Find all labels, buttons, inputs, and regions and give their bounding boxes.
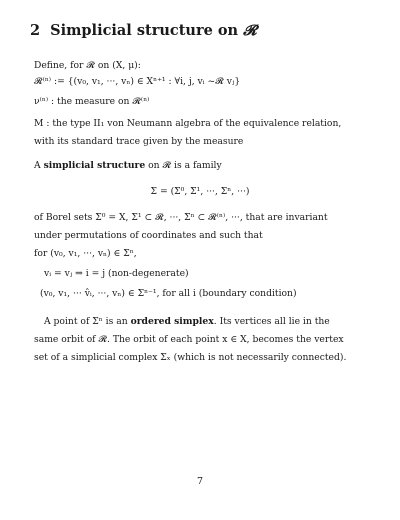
for-tuple-line: for (v₀, v₁, ···, vₙ) ∈ Σⁿ, [34,248,137,259]
m-definition-line-2: with its standard trace given by the measure [34,136,244,147]
section-heading [30,22,257,39]
rn-definition: 𝓡⁽ⁿ⁾ := {(v₀, v₁, ···, vₙ) ∈ Xⁿ⁺¹ : ∀i, j, vᵢ ~𝓡 vⱼ} [34,76,241,87]
borel-line-1: of Borel sets Σ⁰ = X, Σ¹ ⊂ 𝓡, ···, Σⁿ ⊂ 𝓡⁽ⁿ⁾, ···, that are invariant [34,212,328,223]
boundary-condition: (v₀, v₁, ··· v̂ᵢ, ···, vₙ) ∈ Σⁿ⁻¹, for all i (boundary condition) [40,288,297,299]
simplicial-pre: A [34,160,44,171]
orbit-line-2: set of a simplicial complex Σₓ (which is not necessarily connected). [34,352,347,363]
ordered-simplex-term: ordered simplex [130,316,214,327]
m-definition-line-1: M : the type II₁ von Neumann algebra of the equivalence relation, [34,118,342,129]
sigma-family-equation: Σ = (Σ⁰, Σ¹, ···, Σⁿ, ···) [150,186,250,197]
simplicial-post: on 𝓡 is a family [145,160,222,171]
page-number: 7 [196,476,204,487]
ordered-simplex-post: . Its vertices all lie in the [213,316,330,327]
ordered-simplex-pre: A point of Σⁿ is an [44,316,131,327]
ordered-simplex-line [44,316,330,328]
section-number: 2 [30,22,41,39]
simplicial-term: simplicial structure [43,160,146,171]
borel-line-2: under permutations of coordinates and such that [34,230,263,241]
simplicial-definition [34,160,222,172]
non-degenerate-condition: vᵢ = vⱼ ⇒ i = j (non-degenerate) [44,268,189,279]
section-title: Simplicial structure on [50,22,239,39]
section-title-math: 𝓡 [243,22,257,39]
define-line: Define, for 𝓡 on (X, μ): [34,60,141,71]
orbit-line-1: same orbit of 𝓡. The orbit of each point x ∈ X, becomes the vertex [34,334,344,345]
nu-definition: ν⁽ⁿ⁾ : the measure on 𝓡⁽ⁿ⁾ [34,96,150,107]
